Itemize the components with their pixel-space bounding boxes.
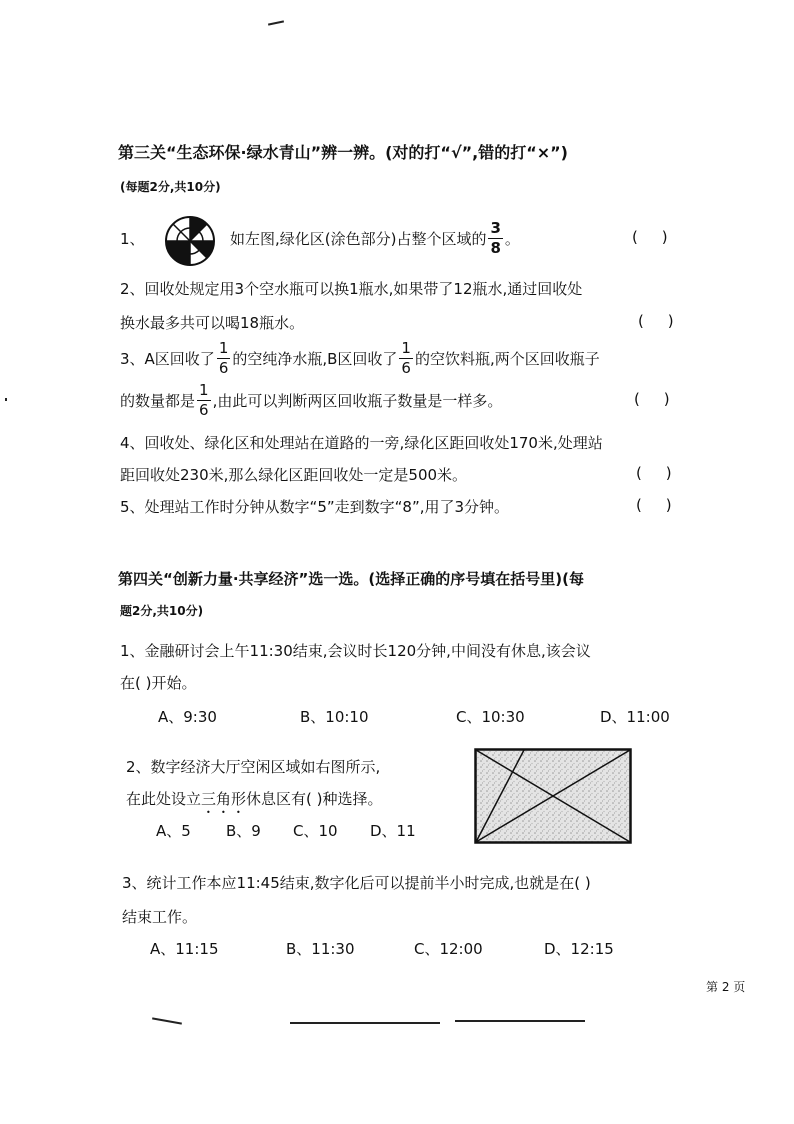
- q3-3-p2: 的空纯净水瓶,B区回收了: [232, 349, 398, 368]
- q4-2-line2: [126, 788, 383, 817]
- section3-scoring: (每题2分,共10分): [120, 180, 221, 194]
- q3-3-fraction-a: [217, 338, 231, 377]
- q3-3-l2b: ,由此可以判断两区回收瓶子数量是一样多。: [212, 391, 503, 410]
- fraction-numerator: 3: [490, 218, 501, 237]
- fraction-numerator: 1: [401, 338, 411, 357]
- q4-2-line2c: 休息区有( )种选择。: [246, 790, 383, 808]
- scan-mark-bottom-a: [152, 1017, 182, 1024]
- q4-3-line2: 结束工作。: [122, 908, 198, 926]
- fraction-denominator: 8: [490, 238, 501, 257]
- q4-2-option-b[interactable]: B、9: [226, 822, 261, 840]
- q3-3-p3: 的空饮料瓶,两个区回收瓶子: [414, 349, 600, 368]
- q4-3-line1: 3、统计工作本应11:45结束,数字化后可以提前半小时完成,也就是在( ): [122, 874, 591, 892]
- scan-mark-bottom-c: [455, 1020, 585, 1022]
- fraction-denominator: 6: [401, 358, 411, 377]
- section4-heading: 第四关“创新力量·共享经济”选一选。(选择正确的序号填在括号里)(每: [118, 570, 584, 588]
- fraction-denominator: 6: [199, 400, 209, 419]
- q3-4-line2: 距回收处230米,那么绿化区距回收处一定是500米。: [120, 466, 468, 484]
- q3-2-line2: 换水最多共可以喝18瓶水。: [120, 314, 305, 332]
- page-number: 第 2 页: [706, 980, 746, 994]
- shaded-circle-eighths-icon: [164, 215, 216, 267]
- q3-1-number: 1、: [120, 230, 145, 248]
- q4-2-option-d[interactable]: D、11: [370, 822, 416, 840]
- scan-mark-left: [5, 398, 7, 401]
- q4-1-option-b[interactable]: B、10:10: [300, 708, 369, 726]
- q3-3-line1: [120, 338, 600, 378]
- fraction-numerator: 1: [218, 338, 229, 357]
- q4-2-emphasis: 三角形: [201, 790, 247, 808]
- q3-1-pre: 如左图,绿化区(涂色部分)占整个区域的: [230, 229, 487, 248]
- q3-2-answer-parens[interactable]: ( ): [638, 312, 674, 330]
- fraction-numerator: 1: [199, 380, 209, 399]
- q3-4-answer-parens[interactable]: ( ): [636, 464, 672, 482]
- section4-heading-cont: 题2分,共10分): [120, 604, 204, 618]
- q3-1-answer-parens[interactable]: ( ): [632, 228, 668, 246]
- q4-1-option-c[interactable]: C、10:30: [456, 708, 525, 726]
- q4-3-option-c[interactable]: C、12:00: [414, 940, 483, 958]
- q3-1-fraction: [488, 218, 502, 257]
- q3-2-line1: 2、回收处规定用3个空水瓶可以换1瓶水,如果带了12瓶水,通过回收处: [120, 280, 583, 298]
- q3-3-l2a: 的数量都是: [120, 391, 196, 410]
- scan-mark-bottom-b: [290, 1022, 440, 1024]
- scan-mark-top: [268, 20, 284, 25]
- q4-1-line2: 在( )开始。: [120, 674, 197, 692]
- q4-2-line1: 2、数字经济大厅空闲区域如右图所示,: [126, 758, 381, 776]
- q3-5-line1: 5、处理站工作时分钟从数字“5”走到数字“8”,用了3分钟。: [120, 498, 510, 516]
- rectangle-diagonals-icon: [474, 748, 632, 844]
- q4-3-option-b[interactable]: B、11:30: [286, 940, 355, 958]
- q3-4-line1: 4、回收处、绿化区和处理站在道路的一旁,绿化区距回收处170米,处理站: [120, 434, 603, 452]
- q4-1-option-d[interactable]: D、11:00: [600, 708, 670, 726]
- q4-2-line2a: 在此处设立: [126, 790, 202, 808]
- q3-3-fraction-c: [197, 380, 211, 419]
- q3-5-answer-parens[interactable]: ( ): [636, 496, 672, 514]
- q4-2-option-c[interactable]: C、10: [293, 822, 338, 840]
- q4-3-option-d[interactable]: D、12:15: [544, 940, 614, 958]
- section3-heading: 第三关“生态环保·绿水青山”辨一辨。(对的打“√”,错的打“×”): [118, 143, 568, 162]
- q4-2-option-a[interactable]: A、5: [156, 822, 191, 840]
- q3-3-p1: 3、A区回收了: [120, 349, 215, 368]
- q3-1-post: 。: [504, 229, 520, 248]
- q4-1-line1: 1、金融研讨会上午11:30结束,会议时长120分钟,中间没有休息,该会议: [120, 642, 591, 660]
- q3-1-text: [230, 218, 520, 258]
- fraction-denominator: 6: [218, 358, 229, 377]
- q3-3-fraction-b: [399, 338, 413, 377]
- q4-1-option-a[interactable]: A、9:30: [158, 708, 217, 726]
- q4-3-option-a[interactable]: A、11:15: [150, 940, 219, 958]
- q3-3-answer-parens[interactable]: ( ): [634, 390, 670, 408]
- q3-3-line2: [120, 380, 502, 420]
